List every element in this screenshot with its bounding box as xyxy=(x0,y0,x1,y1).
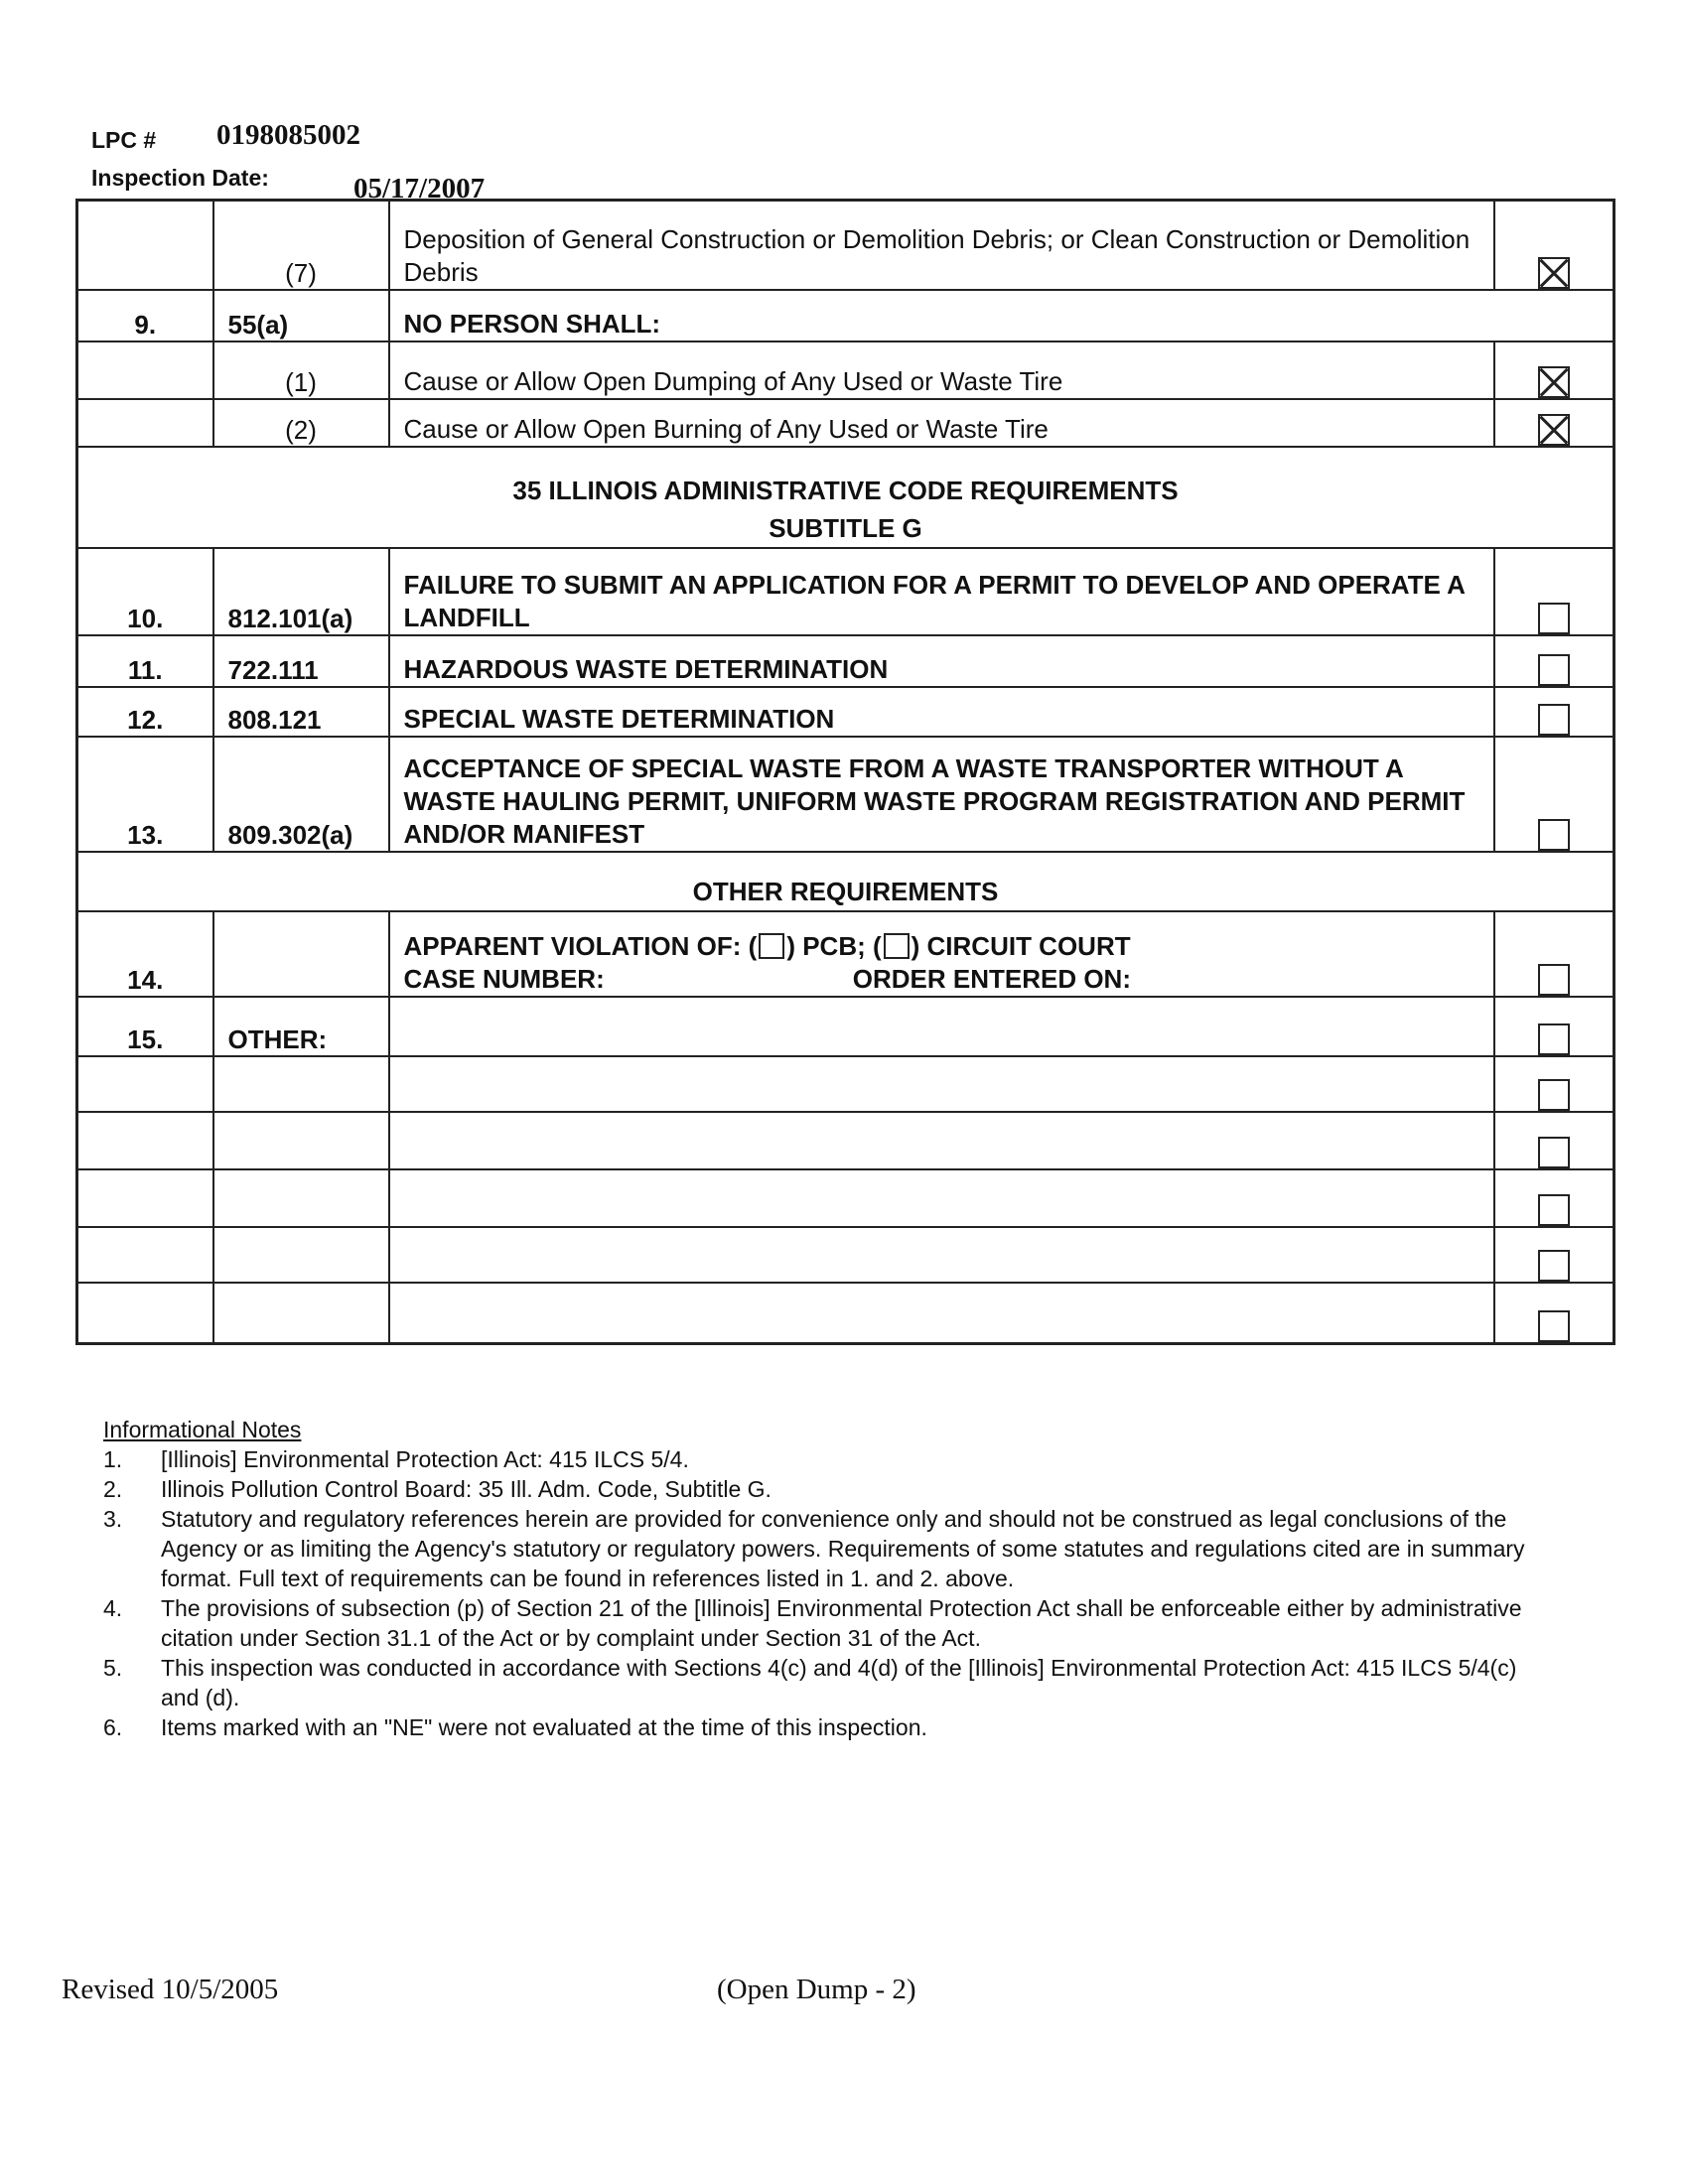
list-item: 5. This inspection was conducted in accordance with Sections 4(c) and 4(d) of the [Illinois] Environmental Protection Act: 415 ILCS 5/4(c) and (d). xyxy=(103,1655,1517,1710)
violation-checkbox[interactable] xyxy=(1538,1310,1570,1342)
table-row xyxy=(77,737,1614,852)
circuit-court-checkbox[interactable] xyxy=(884,933,910,959)
item-number: 13. xyxy=(77,737,213,852)
item-number: 9. xyxy=(77,290,213,341)
inspection-date: 05/17/2007 xyxy=(353,173,486,205)
item-description: SPECIAL WASTE DETERMINATION xyxy=(389,687,1494,737)
list-item: 6. Items marked with an "NE" were not evaluated at the time of this inspection. xyxy=(103,1714,927,1740)
item-number: 10. xyxy=(77,548,213,635)
notes-title: Informational Notes xyxy=(103,1417,302,1442)
table-row xyxy=(77,1112,1614,1169)
item-number: 11. xyxy=(77,635,213,687)
case-number-label: CASE NUMBER: xyxy=(403,963,605,994)
violation-checkbox[interactable] xyxy=(1538,1079,1570,1111)
circuit-court-label: ) CIRCUIT COURT xyxy=(911,930,1131,961)
item-number: 12. xyxy=(77,687,213,737)
violation-checkbox[interactable] xyxy=(1538,603,1570,634)
section-heading-other: OTHER REQUIREMENTS xyxy=(77,852,1614,911)
page-label: (Open Dump - 2) xyxy=(717,1974,916,2005)
section-ref: (2) xyxy=(213,399,389,447)
violation-checkbox[interactable] xyxy=(1538,654,1570,686)
section-ref: (7) xyxy=(213,201,389,290)
violation-checkbox[interactable] xyxy=(1538,1194,1570,1226)
violation-checkbox[interactable] xyxy=(1538,819,1570,851)
table-row xyxy=(77,290,1614,341)
apparent-violation-prefix: APPARENT VIOLATION OF: ( xyxy=(403,930,758,961)
item-description: HAZARDOUS WASTE DETERMINATION xyxy=(389,635,1494,687)
pcb-label: ) PCB; ( xyxy=(786,930,882,961)
list-item: 2. Illinois Pollution Control Board: 35 Ill. Adm. Code, Subtitle G. xyxy=(103,1476,772,1502)
pcb-checkbox[interactable] xyxy=(759,933,784,959)
violation-checkbox[interactable] xyxy=(1538,414,1570,446)
item-description: FAILURE TO SUBMIT AN APPLICATION FOR A PERMIT TO DEVELOP AND OPERATE A LANDFILL xyxy=(389,548,1494,635)
table-row xyxy=(77,548,1614,635)
apparent-violation-description xyxy=(389,911,1494,997)
violation-checkbox[interactable] xyxy=(1538,1250,1570,1282)
other-description-field[interactable] xyxy=(389,1169,1494,1227)
table-row xyxy=(77,1283,1614,1344)
inspection-checklist-table xyxy=(75,199,1615,1345)
item-description: Cause or Allow Open Burning of Any Used or Waste Tire xyxy=(389,399,1494,447)
item-number xyxy=(77,201,213,290)
section-ref: 55(a) xyxy=(213,290,389,341)
section-ref: (1) xyxy=(213,341,389,399)
section-ref: 812.101(a) xyxy=(213,548,389,635)
section-heading-admin-code: 35 ILLINOIS ADMINISTRATIVE CODE REQUIREMENTS xyxy=(512,475,1179,505)
item-description: NO PERSON SHALL: xyxy=(389,290,1614,341)
section-heading-row xyxy=(77,852,1614,911)
item-number xyxy=(77,341,213,399)
other-description-field[interactable] xyxy=(389,1112,1494,1169)
item-description: Cause or Allow Open Dumping of Any Used or Waste Tire xyxy=(389,341,1494,399)
violation-checkbox[interactable] xyxy=(1538,704,1570,736)
section-heading-row xyxy=(77,447,1614,548)
other-description-field[interactable] xyxy=(389,997,1494,1056)
section-ref: 809.302(a) xyxy=(213,737,389,852)
section-ref xyxy=(213,911,389,997)
item-number xyxy=(77,399,213,447)
list-item: 1. [Illinois] Environmental Protection Act: 415 ILCS 5/4. xyxy=(103,1446,689,1472)
list-item: 3. Statutory and regulatory references herein are provided for convenience only and should not be construed as legal conclusions of the Agency or as limiting the Agency's statutory or regulatory powers. Requirements of some statutes and regulations cited are in summary format. Full text of requirements can be found in references listed in 1. and 2. above. xyxy=(103,1506,1525,1591)
table-row xyxy=(77,1056,1614,1112)
violation-checkbox[interactable] xyxy=(1538,366,1570,398)
order-entered-label: ORDER ENTERED ON: xyxy=(852,963,1131,994)
lpc-label: LPC # xyxy=(91,127,157,153)
list-item: 4. The provisions of subsection (p) of Section 21 of the [Illinois] Environmental Protection Act shall be enforceable either by administrative citation under Section 31.1 of the Act or by complaint under Section 31 of the Act. xyxy=(103,1595,1522,1651)
section-ref: 808.121 xyxy=(213,687,389,737)
item-number: 14. xyxy=(77,911,213,997)
violation-checkbox[interactable] xyxy=(1538,964,1570,996)
table-row xyxy=(77,997,1614,1056)
table-row xyxy=(77,687,1614,737)
table-row xyxy=(77,201,1614,290)
section-heading-subtitle: SUBTITLE G xyxy=(769,512,922,543)
inspection-date-label: Inspection Date: xyxy=(91,165,269,191)
item-number: 15. xyxy=(77,997,213,1056)
violation-checkbox[interactable] xyxy=(1538,1024,1570,1055)
other-description-field[interactable] xyxy=(389,1283,1494,1344)
table-row xyxy=(77,341,1614,399)
other-description-field[interactable] xyxy=(389,1227,1494,1283)
violation-checkbox[interactable] xyxy=(1538,257,1570,289)
table-row xyxy=(77,1227,1614,1283)
other-description-field[interactable] xyxy=(389,1056,1494,1112)
revision-date: Revised 10/5/2005 xyxy=(62,1974,279,2005)
table-row xyxy=(77,399,1614,447)
lpc-number: 0198085002 xyxy=(216,119,360,151)
section-ref: 722.111 xyxy=(213,635,389,687)
table-row xyxy=(77,635,1614,687)
violation-checkbox[interactable] xyxy=(1538,1137,1570,1168)
informational-notes xyxy=(103,1415,1533,1742)
item-description: ACCEPTANCE OF SPECIAL WASTE FROM A WASTE TRANSPORTER WITHOUT A WASTE HAULING PERMIT, UNIFORM WASTE PROGRAM REGISTRATION AND PERMIT AND/OR MANIFEST xyxy=(389,737,1494,852)
table-row xyxy=(77,911,1614,997)
item-description: Deposition of General Construction or Demolition Debris; or Clean Construction or Demolition Debris xyxy=(389,201,1494,290)
section-ref: OTHER: xyxy=(213,997,389,1056)
table-row xyxy=(77,1169,1614,1227)
